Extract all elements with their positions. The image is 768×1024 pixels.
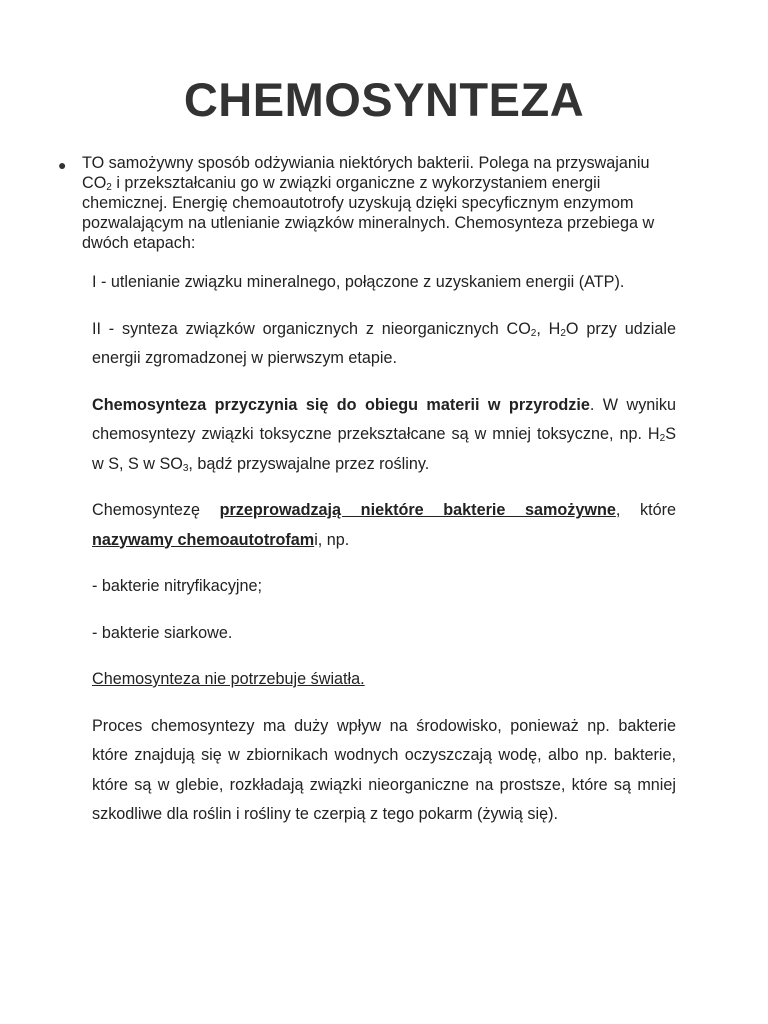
bullet-icon: ●	[58, 157, 67, 173]
intro-text: TO samożywny sposób odżywiania niektórych bakterii. Polega na przyswajaniu $CO_2$ i przekształcaniu go w związki organiczne z wykorzystaniem energii chemicznej. Energię chemoautotrofy uzyskują dzięki specyficznym enzymom pozwalającym na utlenianie związków mineralnych. Chemosynteza przebiega w dwóch etapach:	[82, 154, 655, 252]
bacteria-paragraph: Chemosyntezę przeprowadzają niektóre bakterie samożywne, które nazywamy chemoautotrofami, np.	[92, 501, 676, 549]
stage-two-paragraph: II - synteza związków organicznych z nieorganicznych $CO_2$, $H_2O$ przy udziale energii zgromadzonej w pierwszym etapie.	[92, 319, 676, 367]
intro-lead: TO	[82, 154, 105, 172]
chemoautotrophs-emphasis: nazywamy chemoautotrofam	[92, 530, 315, 549]
bacteria-emphasis: przeprowadzają niektóre bakterie samożywne	[219, 501, 616, 519]
stage-one-paragraph: I - utlenianie związku mineralnego, połączone z uzyskaniem energii (ATP).	[92, 273, 625, 291]
document-body	[92, 268, 676, 847]
no-light-paragraph	[92, 665, 676, 695]
environment-paragraph: Proces chemosyntezy ma duży wpływ na środowisko, ponieważ np. bakterie które znajdują się w zbiornikach wodnych oczyszczają wodę, albo np. bakterie, które są w glebie, rozkładają związki nieorganiczne na prostsze, które są mniej szkodliwe dla roślin i rośliny te czerpią z tego pokarm (żywią się).	[92, 716, 676, 823]
document-title: CHEMOSYNTEZA	[183, 73, 585, 126]
matter-cycle-emphasis: Chemosynteza przyczynia się do obiegu materii w przyrodzie	[92, 395, 590, 414]
no-light-text: Chemosynteza nie potrzebuje światła.	[92, 670, 365, 688]
matter-cycle-paragraph: Chemosynteza przyczynia się do obiegu materii w przyrodzie. W wyniku chemosyntezy związki toksyczne przekształcane są w mniej toksyczne, np. $H_2S$ w S, S w $SO_3$, bądź przyswajalne przez rośliny.	[92, 395, 676, 474]
list-item-sulfur: - bakterie siarkowe.	[92, 623, 233, 642]
list-item-nitrifying: - bakterie nitryfikacyjne;	[92, 577, 263, 595]
intro-bullet	[58, 153, 658, 253]
